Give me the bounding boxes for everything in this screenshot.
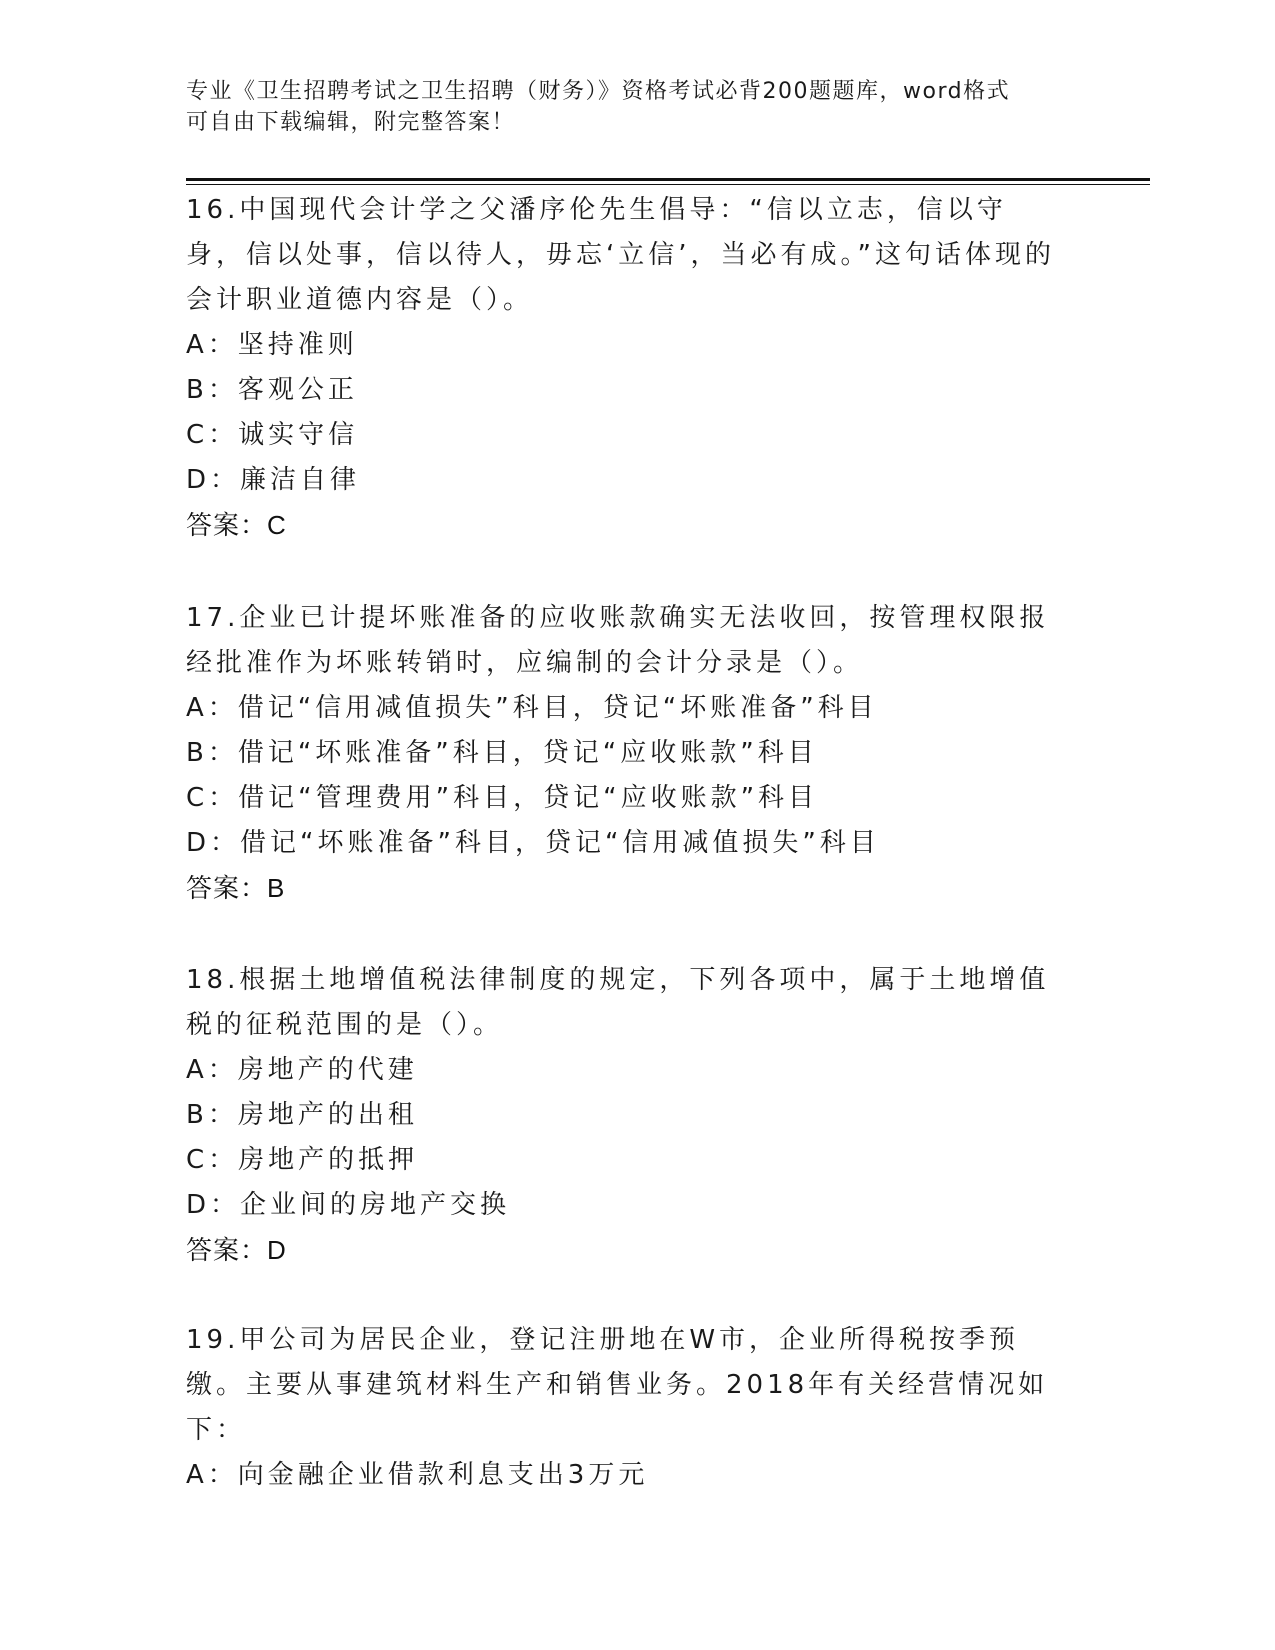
question-stem: 17.企业已计提坏账准备的应收账款确实无法收回，按管理权限报经批准作为坏账转销时，应编制的会计分录是（）。 — [186, 603, 1050, 678]
option-a: A：房地产的代建 — [186, 1055, 418, 1085]
option-c: C：诚实守信 — [186, 420, 359, 450]
answer: 答案：B — [186, 873, 286, 903]
option-b: B：借记“坏账准备”科目，贷记“应收账款”科目 — [186, 738, 818, 768]
question-18 — [186, 958, 1066, 1273]
option-b: B：客观公正 — [186, 375, 358, 405]
question-19 — [186, 1318, 1066, 1498]
document-header — [186, 76, 1066, 138]
option-c: C：房地产的抵押 — [186, 1145, 419, 1175]
option-d: D：借记“坏账准备”科目，贷记“信用减值损失”科目 — [186, 828, 880, 858]
option-b: B：房地产的出租 — [186, 1100, 418, 1130]
header-line-1: 专业《卫生招聘考试之卫生招聘（财务）》资格考试必背200题题库，word格式 — [186, 79, 1011, 104]
answer: 答案：C — [186, 510, 287, 540]
option-c: C：借记“管理费用”科目，贷记“应收账款”科目 — [186, 783, 819, 813]
option-d: D：企业间的房地产交换 — [186, 1190, 511, 1220]
option-d: D：廉洁自律 — [186, 465, 361, 495]
question-stem: 18.根据土地增值税法律制度的规定，下列各项中，属于土地增值税的征税范围的是（）。 — [186, 965, 1050, 1040]
question-16 — [186, 188, 1066, 548]
option-a: A：借记“信用减值损失”科目，贷记“坏账准备”科目 — [186, 693, 878, 723]
question-stem: 16.中国现代会计学之父潘序伦先生倡导：“信以立志，信以守身，信以处事，信以待人，毋忘‘立信’，当必有成。”这句话体现的会计职业道德内容是（）。 — [186, 195, 1055, 315]
option-a: A：坚持准则 — [186, 330, 358, 360]
header-divider-thick — [186, 178, 1150, 181]
question-17 — [186, 596, 1066, 911]
header-line-2: 可自由下载编辑，附完整答案！ — [186, 110, 516, 135]
header-divider-thin — [186, 184, 1150, 185]
question-stem: 19.甲公司为居民企业，登记注册地在W市，企业所得税按季预缴。主要从事建筑材料生产和销售业务。2018年有关经营情况如下： — [186, 1325, 1049, 1445]
answer: 答案：D — [186, 1235, 287, 1265]
option-a: A：向金融企业借款利息支出3万元 — [186, 1460, 649, 1490]
